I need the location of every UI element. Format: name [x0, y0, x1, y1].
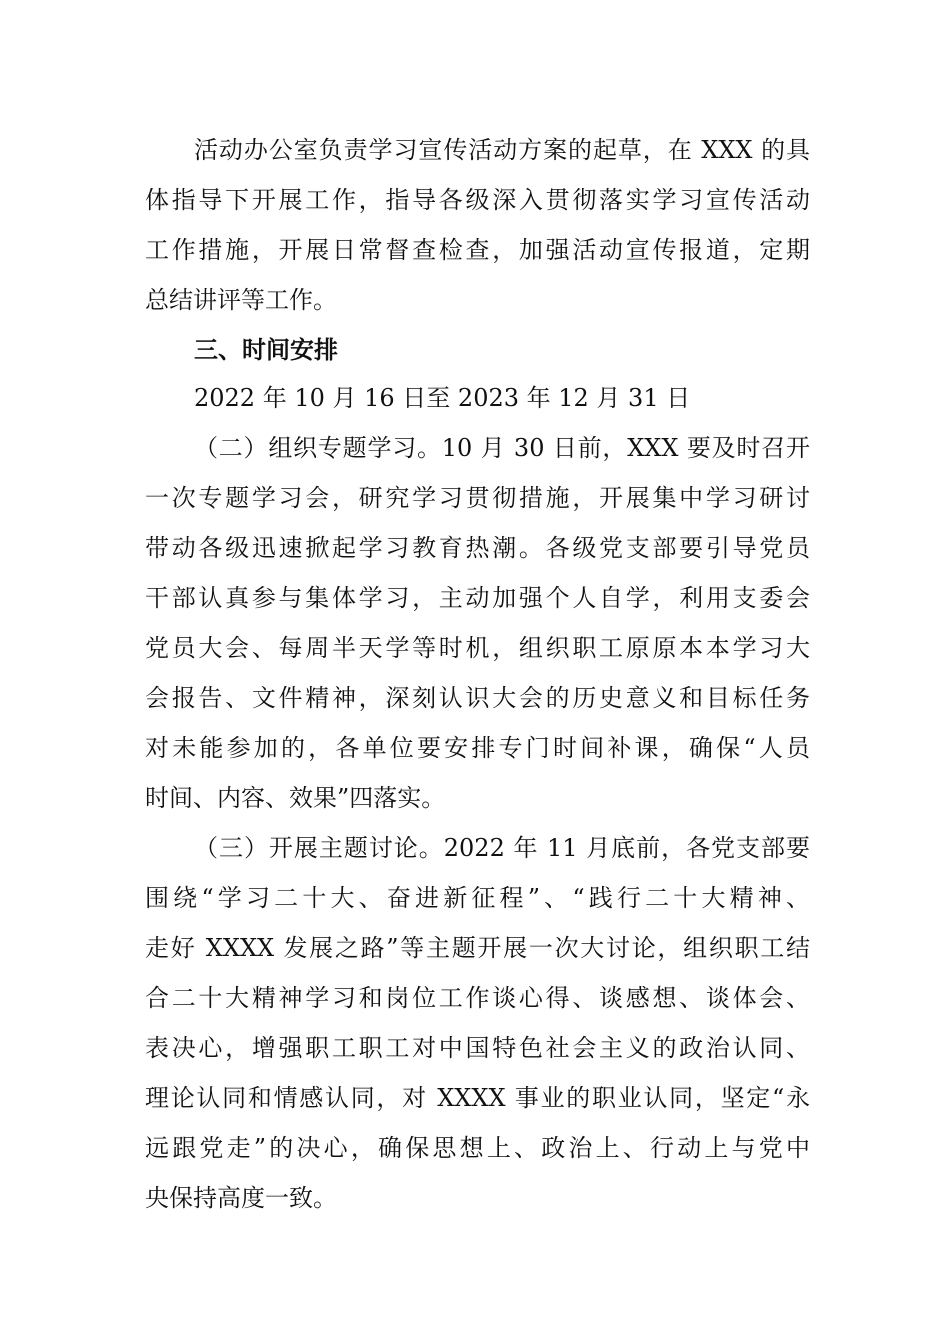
paragraph-2-line-1: （二）组织专题学习。10 月 30 日前，XXX 要及时召开: [194, 434, 810, 462]
paragraph-2-line-6: 会报告、文件精神，深刻认识大会的历史意义和目标任务: [145, 684, 810, 712]
paragraph-2-line-7: 对未能参加的，各单位要安排专门时间补课，确保“人员: [145, 734, 810, 762]
paragraph-2-line-3: 带动各级迅速掀起学习教育热潮。各级党支部要引导党员: [145, 534, 810, 562]
paragraph-3-line-7: 远跟党走”的决心，确保思想上、政治上、行动上与党中: [145, 1134, 810, 1162]
paragraph-2-line-2: 一次专题学习会，研究学习贯彻措施，开展集中学习研讨: [145, 484, 810, 512]
date-range: 2022 年 10 月 16 日至 2023 年 12 月 31 日: [194, 384, 691, 412]
paragraph-1-line-2: 体指导下开展工作，指导各级深入贯彻落实学习宣传活动: [145, 186, 810, 214]
paragraph-1-line-1: 活动办公室负责学习宣传活动方案的起草，在 XXX 的具: [194, 136, 810, 164]
paragraph-1-line-4: 总结讲评等工作。: [145, 286, 337, 314]
paragraph-2-line-8: 时间、内容、效果”四落实。: [145, 784, 446, 812]
paragraph-3-line-3: 走好 XXXX 发展之路”等主题开展一次大讨论，组织职工结: [145, 934, 810, 962]
paragraph-2-line-4: 干部认真参与集体学习，主动加强个人自学，利用支委会: [145, 584, 810, 612]
paragraph-3-line-6: 理论认同和情感认同，对 XXXX 事业的职业认同，坚定“永: [145, 1084, 810, 1112]
paragraph-3-line-5: 表决心，增强职工职工对中国特色社会主义的政治认同、: [145, 1034, 810, 1062]
paragraph-3-line-2: 围绕“学习二十大、奋进新征程”、“践行二十大精神、: [145, 884, 810, 912]
paragraph-2-line-5: 党员大会、每周半天学等时机，组织职工原原本本学习大: [145, 634, 810, 662]
paragraph-3-line-1: （三）开展主题讨论。2022 年 11 月底前，各党支部要: [194, 834, 810, 862]
paragraph-1-line-3: 工作措施，开展日常督查检查，加强活动宣传报道，定期: [145, 236, 810, 264]
section-heading: 三、时间安排: [194, 336, 338, 364]
paragraph-3-line-4: 合二十大精神学习和岗位工作谈心得、谈感想、谈体会、: [145, 984, 810, 1012]
paragraph-3-line-8: 央保持高度一致。: [145, 1184, 337, 1212]
